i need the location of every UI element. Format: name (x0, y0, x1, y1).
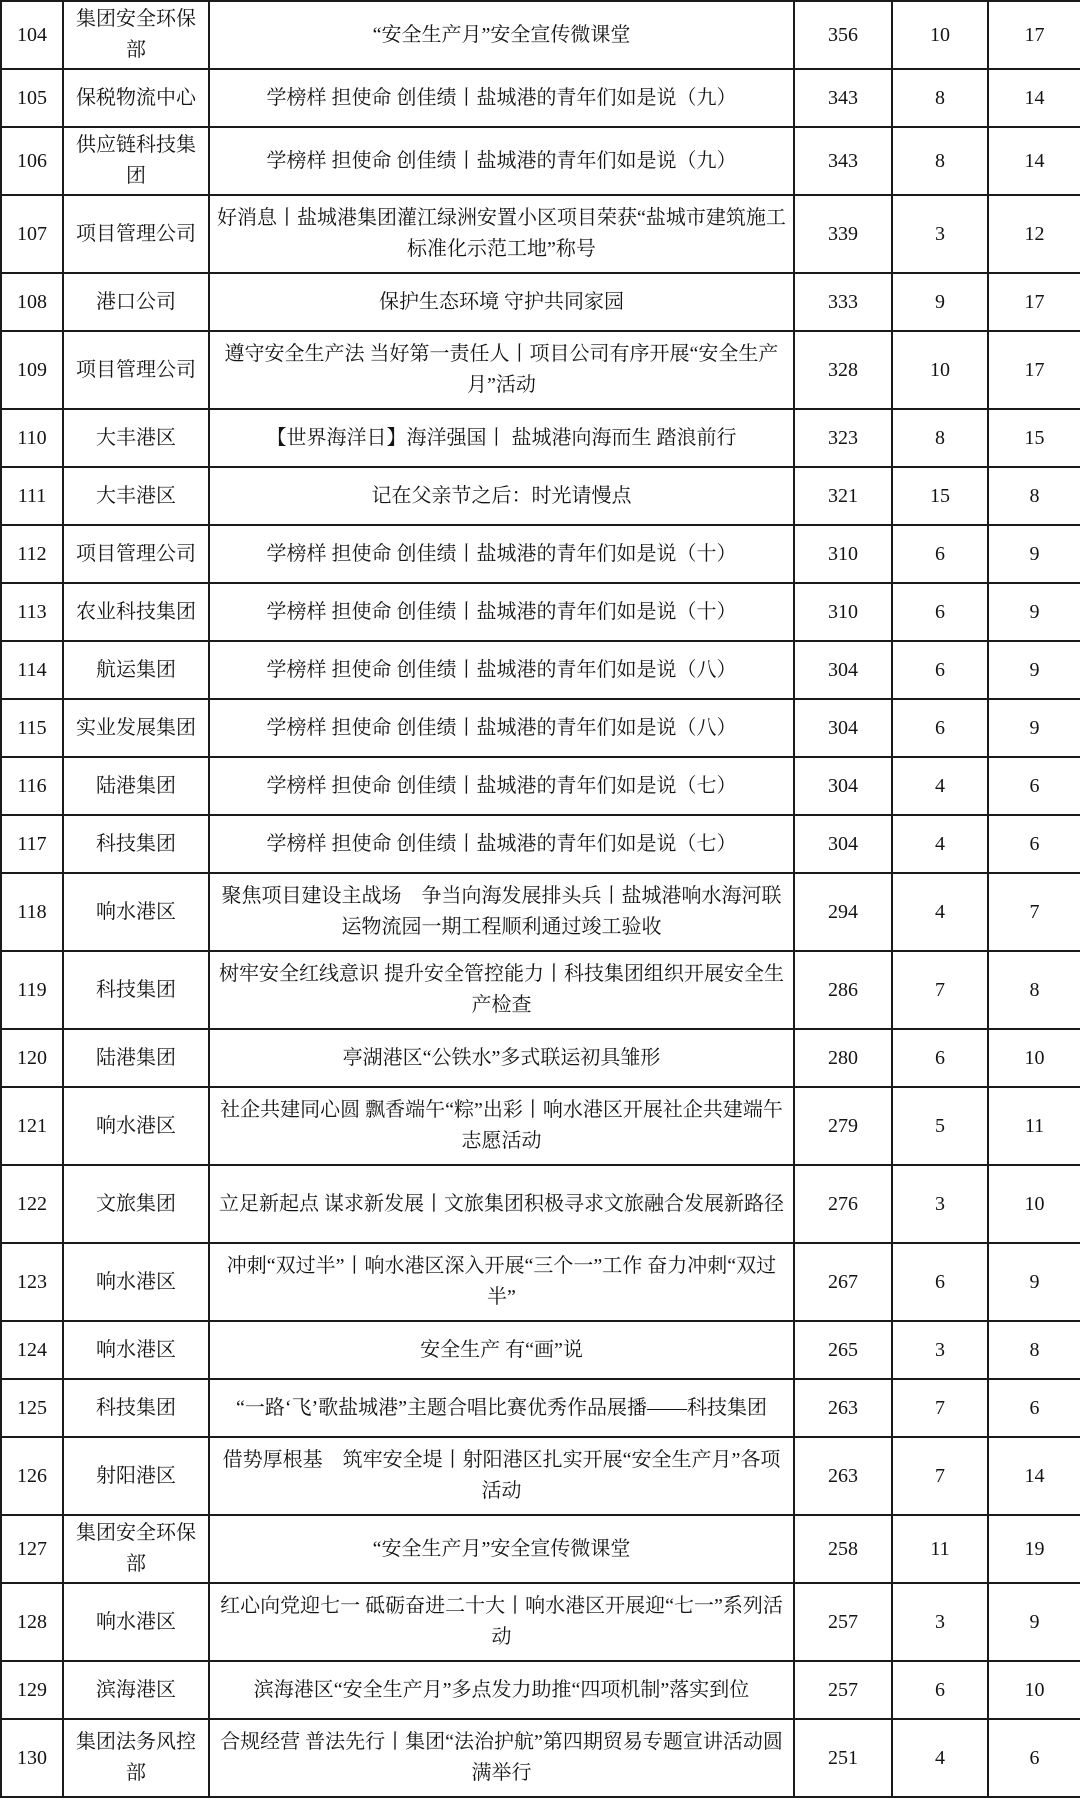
metric-3-cell: 8 (988, 951, 1080, 1029)
title-cell: 红心向党迎七一 砥砺奋进二十大丨响水港区开展迎“七一”系列活动 (209, 1583, 794, 1661)
row-index-cell: 122 (1, 1165, 63, 1243)
department-cell: 集团安全环保部 (63, 1, 209, 69)
row-index-cell: 130 (1, 1719, 63, 1797)
metric-1-cell: 257 (794, 1583, 892, 1661)
metric-3-cell: 17 (988, 1, 1080, 69)
table-row (1, 815, 1080, 873)
table-row (1, 1437, 1080, 1515)
metric-1-cell: 310 (794, 525, 892, 583)
row-index-cell: 118 (1, 873, 63, 951)
metric-3-cell: 17 (988, 273, 1080, 331)
metric-2-cell: 6 (892, 1029, 988, 1087)
department-cell: 大丰港区 (63, 409, 209, 467)
metric-3-cell: 9 (988, 1243, 1080, 1321)
row-index-cell: 123 (1, 1243, 63, 1321)
table-row (1, 1583, 1080, 1661)
title-cell: 滨海港区“安全生产月”多点发力助推“四项机制”落实到位 (209, 1661, 794, 1719)
row-index-cell: 106 (1, 127, 63, 195)
title-cell: “安全生产月”安全宣传微课堂 (209, 1515, 794, 1583)
metric-2-cell: 7 (892, 1437, 988, 1515)
table-row (1, 1087, 1080, 1165)
department-cell: 集团法务风控部 (63, 1719, 209, 1797)
table-body (1, 1, 1080, 1797)
metric-1-cell: 323 (794, 409, 892, 467)
title-cell: 冲刺“双过半”丨响水港区深入开展“三个一”工作 奋力冲刺“双过半” (209, 1243, 794, 1321)
metric-1-cell: 310 (794, 583, 892, 641)
metric-3-cell: 7 (988, 873, 1080, 951)
title-cell: 合规经营 普法先行丨集团“法治护航”第四期贸易专题宣讲活动圆满举行 (209, 1719, 794, 1797)
metric-1-cell: 339 (794, 195, 892, 273)
metric-1-cell: 263 (794, 1379, 892, 1437)
metric-2-cell: 15 (892, 467, 988, 525)
department-cell: 科技集团 (63, 1379, 209, 1437)
title-cell: 安全生产 有“画”说 (209, 1321, 794, 1379)
row-index-cell: 110 (1, 409, 63, 467)
department-cell: 实业发展集团 (63, 699, 209, 757)
table-row (1, 873, 1080, 951)
row-index-cell: 116 (1, 757, 63, 815)
department-cell: 文旅集团 (63, 1165, 209, 1243)
metric-1-cell: 280 (794, 1029, 892, 1087)
metric-3-cell: 6 (988, 1379, 1080, 1437)
metric-3-cell: 10 (988, 1661, 1080, 1719)
table-row (1, 1321, 1080, 1379)
metric-2-cell: 4 (892, 815, 988, 873)
title-cell: 学榜样 担使命 创佳绩丨盐城港的青年们如是说（八） (209, 699, 794, 757)
table-row (1, 757, 1080, 815)
department-cell: 陆港集团 (63, 757, 209, 815)
row-index-cell: 114 (1, 641, 63, 699)
department-cell: 项目管理公司 (63, 195, 209, 273)
metric-3-cell: 9 (988, 583, 1080, 641)
row-index-cell: 107 (1, 195, 63, 273)
department-cell: 项目管理公司 (63, 525, 209, 583)
table-row (1, 127, 1080, 195)
row-index-cell: 126 (1, 1437, 63, 1515)
table-row (1, 1, 1080, 69)
table-row (1, 699, 1080, 757)
row-index-cell: 124 (1, 1321, 63, 1379)
metric-1-cell: 328 (794, 331, 892, 409)
metric-2-cell: 9 (892, 273, 988, 331)
title-cell: 学榜样 担使命 创佳绩丨盐城港的青年们如是说（七） (209, 757, 794, 815)
table-row (1, 1165, 1080, 1243)
metric-3-cell: 14 (988, 1437, 1080, 1515)
metric-3-cell: 17 (988, 331, 1080, 409)
table-row (1, 69, 1080, 127)
department-cell: 响水港区 (63, 873, 209, 951)
table-row (1, 331, 1080, 409)
metric-2-cell: 10 (892, 1, 988, 69)
metric-2-cell: 6 (892, 1661, 988, 1719)
metric-2-cell: 3 (892, 1583, 988, 1661)
metric-2-cell: 8 (892, 69, 988, 127)
metric-2-cell: 6 (892, 1243, 988, 1321)
title-cell: 社企共建同心圆 飘香端午“粽”出彩丨响水港区开展社企共建端午志愿活动 (209, 1087, 794, 1165)
table-row (1, 195, 1080, 273)
row-index-cell: 129 (1, 1661, 63, 1719)
row-index-cell: 120 (1, 1029, 63, 1087)
metric-3-cell: 9 (988, 525, 1080, 583)
table-row (1, 1661, 1080, 1719)
metric-2-cell: 8 (892, 409, 988, 467)
metric-3-cell: 9 (988, 699, 1080, 757)
metric-3-cell: 19 (988, 1515, 1080, 1583)
metric-1-cell: 279 (794, 1087, 892, 1165)
metric-3-cell: 9 (988, 641, 1080, 699)
department-cell: 射阳港区 (63, 1437, 209, 1515)
row-index-cell: 121 (1, 1087, 63, 1165)
metric-3-cell: 14 (988, 69, 1080, 127)
department-cell: 农业科技集团 (63, 583, 209, 641)
metric-1-cell: 304 (794, 699, 892, 757)
title-cell: 树牢安全红线意识 提升安全管控能力丨科技集团组织开展安全生产检查 (209, 951, 794, 1029)
title-cell: 【世界海洋日】海洋强国丨 盐城港向海而生 踏浪前行 (209, 409, 794, 467)
metric-2-cell: 8 (892, 127, 988, 195)
metric-3-cell: 15 (988, 409, 1080, 467)
metric-1-cell: 343 (794, 69, 892, 127)
title-cell: 学榜样 担使命 创佳绩丨盐城港的青年们如是说（九） (209, 127, 794, 195)
metric-3-cell: 14 (988, 127, 1080, 195)
title-cell: “一路‘飞’歌盐城港”主题合唱比赛优秀作品展播——科技集团 (209, 1379, 794, 1437)
metric-3-cell: 10 (988, 1029, 1080, 1087)
metric-3-cell: 10 (988, 1165, 1080, 1243)
title-cell: 遵守安全生产法 当好第一责任人丨项目公司有序开展“安全生产月”活动 (209, 331, 794, 409)
metric-2-cell: 3 (892, 1165, 988, 1243)
metric-1-cell: 267 (794, 1243, 892, 1321)
metric-1-cell: 304 (794, 815, 892, 873)
title-cell: 立足新起点 谋求新发展丨文旅集团积极寻求文旅融合发展新路径 (209, 1165, 794, 1243)
metric-1-cell: 343 (794, 127, 892, 195)
title-cell: “安全生产月”安全宣传微课堂 (209, 1, 794, 69)
title-cell: 学榜样 担使命 创佳绩丨盐城港的青年们如是说（七） (209, 815, 794, 873)
row-index-cell: 112 (1, 525, 63, 583)
metric-2-cell: 4 (892, 873, 988, 951)
department-cell: 项目管理公司 (63, 331, 209, 409)
table-row (1, 1515, 1080, 1583)
metric-2-cell: 6 (892, 699, 988, 757)
row-index-cell: 119 (1, 951, 63, 1029)
metric-2-cell: 6 (892, 525, 988, 583)
metric-1-cell: 321 (794, 467, 892, 525)
metric-2-cell: 4 (892, 1719, 988, 1797)
title-cell: 学榜样 担使命 创佳绩丨盐城港的青年们如是说（十） (209, 583, 794, 641)
metric-3-cell: 6 (988, 757, 1080, 815)
table-row (1, 409, 1080, 467)
title-cell: 亭湖港区“公铁水”多式联运初具雏形 (209, 1029, 794, 1087)
metric-1-cell: 294 (794, 873, 892, 951)
metric-1-cell: 257 (794, 1661, 892, 1719)
metric-3-cell: 6 (988, 1719, 1080, 1797)
metric-2-cell: 7 (892, 1379, 988, 1437)
row-index-cell: 115 (1, 699, 63, 757)
table-row (1, 583, 1080, 641)
metric-1-cell: 304 (794, 757, 892, 815)
metric-3-cell: 9 (988, 1583, 1080, 1661)
department-cell: 航运集团 (63, 641, 209, 699)
department-cell: 滨海港区 (63, 1661, 209, 1719)
metric-3-cell: 12 (988, 195, 1080, 273)
row-index-cell: 128 (1, 1583, 63, 1661)
table-row (1, 1719, 1080, 1797)
metric-1-cell: 263 (794, 1437, 892, 1515)
department-cell: 陆港集团 (63, 1029, 209, 1087)
title-cell: 学榜样 担使命 创佳绩丨盐城港的青年们如是说（十） (209, 525, 794, 583)
metric-2-cell: 7 (892, 951, 988, 1029)
metric-3-cell: 11 (988, 1087, 1080, 1165)
metric-2-cell: 11 (892, 1515, 988, 1583)
metric-1-cell: 258 (794, 1515, 892, 1583)
row-index-cell: 125 (1, 1379, 63, 1437)
metric-1-cell: 304 (794, 641, 892, 699)
metric-1-cell: 356 (794, 1, 892, 69)
metric-1-cell: 276 (794, 1165, 892, 1243)
table-row (1, 273, 1080, 331)
department-cell: 港口公司 (63, 273, 209, 331)
metric-3-cell: 8 (988, 1321, 1080, 1379)
table-row (1, 467, 1080, 525)
title-cell: 学榜样 担使命 创佳绩丨盐城港的青年们如是说（八） (209, 641, 794, 699)
metric-2-cell: 6 (892, 641, 988, 699)
table-row (1, 1243, 1080, 1321)
department-cell: 科技集团 (63, 815, 209, 873)
metric-1-cell: 333 (794, 273, 892, 331)
table-row (1, 525, 1080, 583)
title-cell: 学榜样 担使命 创佳绩丨盐城港的青年们如是说（九） (209, 69, 794, 127)
metric-1-cell: 265 (794, 1321, 892, 1379)
department-cell: 响水港区 (63, 1583, 209, 1661)
row-index-cell: 127 (1, 1515, 63, 1583)
table-row (1, 641, 1080, 699)
department-cell: 响水港区 (63, 1321, 209, 1379)
title-cell: 借势厚根基 筑牢安全堤丨射阳港区扎实开展“安全生产月”各项活动 (209, 1437, 794, 1515)
row-index-cell: 109 (1, 331, 63, 409)
department-cell: 供应链科技集团 (63, 127, 209, 195)
title-cell: 保护生态环境 守护共同家园 (209, 273, 794, 331)
metric-2-cell: 3 (892, 195, 988, 273)
metric-1-cell: 286 (794, 951, 892, 1029)
row-index-cell: 108 (1, 273, 63, 331)
table-row (1, 951, 1080, 1029)
metric-2-cell: 5 (892, 1087, 988, 1165)
row-index-cell: 117 (1, 815, 63, 873)
metric-2-cell: 4 (892, 757, 988, 815)
department-cell: 响水港区 (63, 1243, 209, 1321)
table-row (1, 1029, 1080, 1087)
department-cell: 保税物流中心 (63, 69, 209, 127)
department-cell: 大丰港区 (63, 467, 209, 525)
title-cell: 聚焦项目建设主战场 争当向海发展排头兵丨盐城港响水海河联运物流园一期工程顺利通过竣工验收 (209, 873, 794, 951)
department-cell: 集团安全环保部 (63, 1515, 209, 1583)
title-cell: 好消息丨盐城港集团灌江绿洲安置小区项目荣获“盐城市建筑施工标准化示范工地”称号 (209, 195, 794, 273)
department-cell: 响水港区 (63, 1087, 209, 1165)
row-index-cell: 104 (1, 1, 63, 69)
metric-2-cell: 6 (892, 583, 988, 641)
department-cell: 科技集团 (63, 951, 209, 1029)
title-cell: 记在父亲节之后：时光请慢点 (209, 467, 794, 525)
table-row (1, 1379, 1080, 1437)
row-index-cell: 105 (1, 69, 63, 127)
row-index-cell: 113 (1, 583, 63, 641)
metric-2-cell: 10 (892, 331, 988, 409)
metric-3-cell: 8 (988, 467, 1080, 525)
metric-1-cell: 251 (794, 1719, 892, 1797)
metric-2-cell: 3 (892, 1321, 988, 1379)
metric-3-cell: 6 (988, 815, 1080, 873)
row-index-cell: 111 (1, 467, 63, 525)
